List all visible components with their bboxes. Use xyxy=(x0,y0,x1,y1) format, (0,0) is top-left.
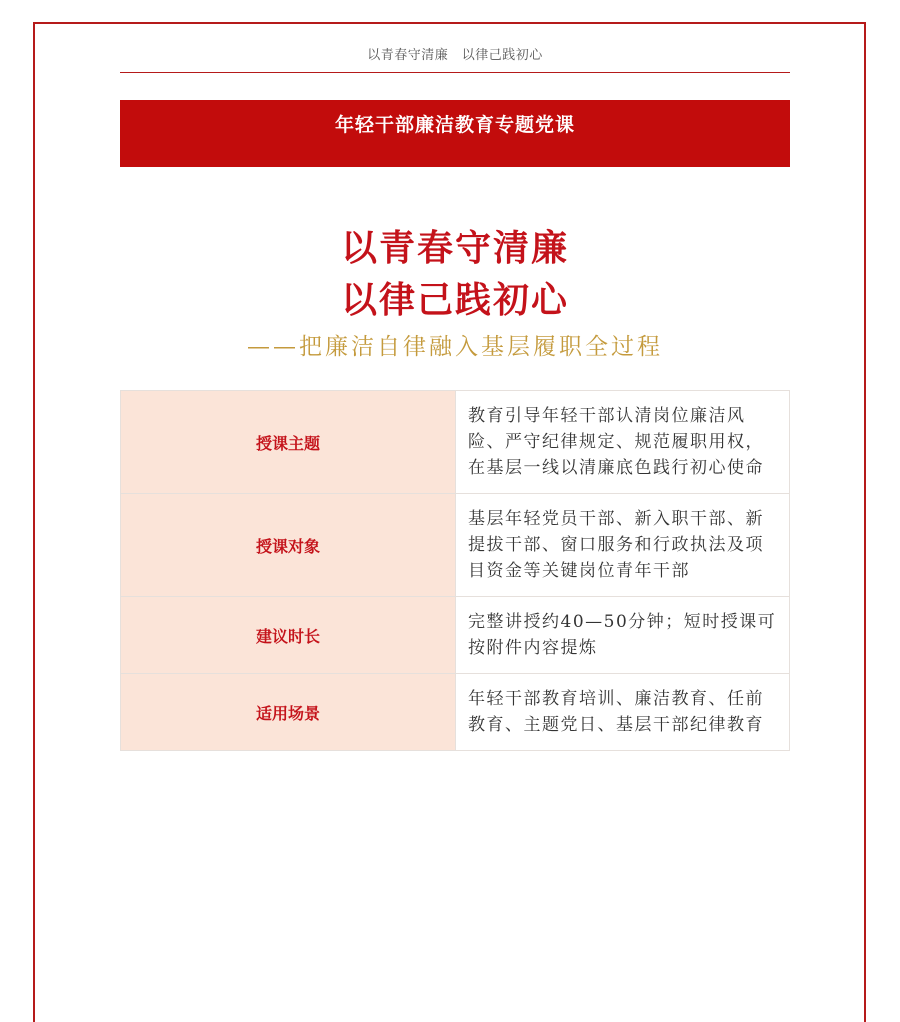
main-title-line-2: 以律己践初心 xyxy=(340,279,569,321)
row-label-scenarios: 适用场景 xyxy=(121,674,456,751)
row-value-duration: 完整讲授约40—50分钟；短时授课可按附件内容提炼 xyxy=(456,597,790,674)
row-value-topic: 教育引导年轻干部认清岗位廉洁风险、严守纪律规定、规范履职用权，在基层一线以清廉底色践行初心使命 xyxy=(456,391,790,494)
row-value-audience: 基层年轻党员干部、新入职干部、新提拔干部、窗口服务和行政执法及项目资金等关键岗位青年干部 xyxy=(456,494,790,597)
table-row xyxy=(121,597,790,674)
lecture-info-table xyxy=(120,390,790,751)
subtitle: ——把廉洁自律融入基层履职全过程 xyxy=(247,334,663,360)
row-label-topic: 授课主题 xyxy=(121,391,456,494)
row-label-duration: 建议时长 xyxy=(121,597,456,674)
row-value-scenarios: 年轻干部教育培训、廉洁教育、任前教育、主题党日、基层干部纪律教育 xyxy=(456,674,790,751)
running-header: 以青春守清廉 以律己践初心 xyxy=(367,48,543,63)
table-row xyxy=(121,494,790,597)
header-rule xyxy=(120,72,790,73)
table-row xyxy=(121,391,790,494)
main-title-line-1: 以青春守清廉 xyxy=(340,227,569,269)
lecture-banner: 年轻干部廉洁教育专题党课 xyxy=(120,100,790,167)
row-label-audience: 授课对象 xyxy=(121,494,456,597)
table-row xyxy=(121,674,790,751)
